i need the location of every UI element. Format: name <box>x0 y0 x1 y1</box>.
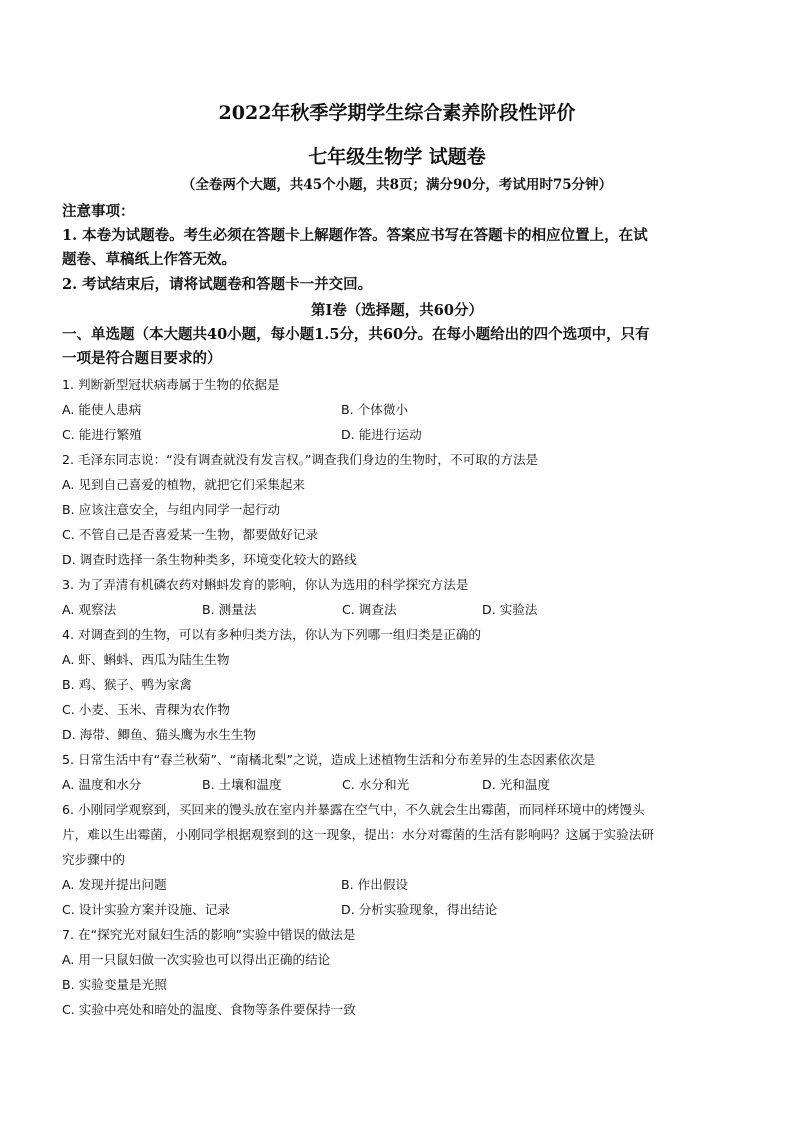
q1-option-a: A. 能使人患病 <box>62 402 142 417</box>
section-heading-line-1: 一、单选题（本大题共40小题，每小题1.5分，共60分。在每小题给出的四个选项中，只有 <box>62 326 650 343</box>
note-2: 2. 考试结束后，请将试题卷和答题卡一并交回。 <box>62 276 373 293</box>
q6-option-a: A. 发现并提出问题 <box>62 877 167 892</box>
part1-heading: 第Ⅰ卷（选择题，共60分） <box>311 302 483 319</box>
q6-option-c: C. 设计实验方案并设施、记录 <box>62 902 230 917</box>
q7-option-b: B. 实验变量是光照 <box>62 977 167 992</box>
q1-option-d: D. 能进行运动 <box>341 427 422 442</box>
exam-subtitle: 七年级生物学 试题卷 <box>308 146 486 168</box>
q3-option-d: D. 实验法 <box>482 602 538 617</box>
q3-stem: 3. 为了弄清有机磷农药对蝌蚪发育的影响，你认为选用的科学探究方法是 <box>62 577 469 592</box>
note-1-line-2: 题卷、草稿纸上作答无效。 <box>62 251 236 268</box>
q1-option-b: B. 个体微小 <box>341 402 409 417</box>
q5-option-b: B. 土壤和温度 <box>202 777 282 792</box>
q7-option-a: A. 用一只鼠妇做一次实验也可以得出正确的结论 <box>62 952 331 967</box>
q4-option-b: B. 鸡、猴子、鸭为家禽 <box>62 677 192 692</box>
note-1-line-1: 1. 本卷为试题卷。考生必须在答题卡上解题作答。答案应书写在答题卡的相应位置上，在试 <box>62 227 648 244</box>
q3-option-c: C. 调查法 <box>342 602 397 617</box>
q2-option-b: B. 应该注意安全，与组内同学一起行动 <box>62 502 281 517</box>
q4-stem: 4. 对调查到的生物，可以有多种归类方法，你认为下列哪一组归类是正确的 <box>62 627 482 642</box>
q6-stem-line-2: 片，难以生出霉菌，小刚同学根据观察到的这一现象，提出：水分对霉菌的生活有影响吗？这属于实验法研 <box>62 827 654 842</box>
q1-stem: 1. 判断新型冠状病毒属于生物的依据是 <box>62 377 280 392</box>
q4-option-c: C. 小麦、玉米、青稞为农作物 <box>62 702 230 717</box>
q2-stem: 2. 毛泽东同志说：“没有调查就没有发言权。”调查我们身边的生物时，不可取的方法是 <box>62 452 539 467</box>
exam-title: 2022年秋季学期学生综合素养阶段性评价 <box>218 102 576 124</box>
q5-stem: 5. 日常生活中有“春兰秋菊”、“南橘北梨”之说，造成上述植物生活和分布差异的生态因素依次是 <box>62 752 596 767</box>
q5-option-c: C. 水分和光 <box>342 777 410 792</box>
q2-option-a: A. 见到自己喜爱的植物，就把它们采集起来 <box>62 477 306 492</box>
q1-option-c: C. 能进行繁殖 <box>62 427 142 442</box>
section-heading-line-2: 一项是符合题目要求的） <box>62 350 222 367</box>
q5-option-a: A. 温度和水分 <box>62 777 142 792</box>
q3-option-a: A. 观察法 <box>62 602 117 617</box>
notes-heading: 注意事项： <box>62 203 135 220</box>
q4-option-a: A. 虾、蝌蚪、西瓜为陆生生物 <box>62 652 230 667</box>
q6-option-b: B. 作出假设 <box>341 877 409 892</box>
q4-option-d: D. 海带、鲫鱼、猫头鹰为水生生物 <box>62 727 257 742</box>
q2-option-d: D. 调查时选择一条生物种类多，环境变化较大的路线 <box>62 552 357 567</box>
q2-option-c: C. 不管自己是否喜爱某一生物，都要做好记录 <box>62 527 319 542</box>
q7-option-c: C. 实验中亮处和暗处的温度、食物等条件要保持一致 <box>62 1002 356 1017</box>
q6-stem-line-1: 6. 小刚同学观察到，买回来的馒头放在室内并暴露在空气中，不久就会生出霉菌，而同样环境中的烤馒头 <box>62 802 645 817</box>
q3-option-b: B. 测量法 <box>202 602 257 617</box>
q5-option-d: D. 光和温度 <box>482 777 551 792</box>
q6-stem-line-3: 究步骤中的 <box>62 852 125 867</box>
q6-option-d: D. 分析实验现象，得出结论 <box>341 902 498 917</box>
exam-info: （全卷两个大题，共45个小题，共8页；满分90分，考试用时75分钟） <box>181 177 613 193</box>
q7-stem: 7. 在“探究光对鼠妇生活的影响”实验中错误的做法是 <box>62 927 356 942</box>
